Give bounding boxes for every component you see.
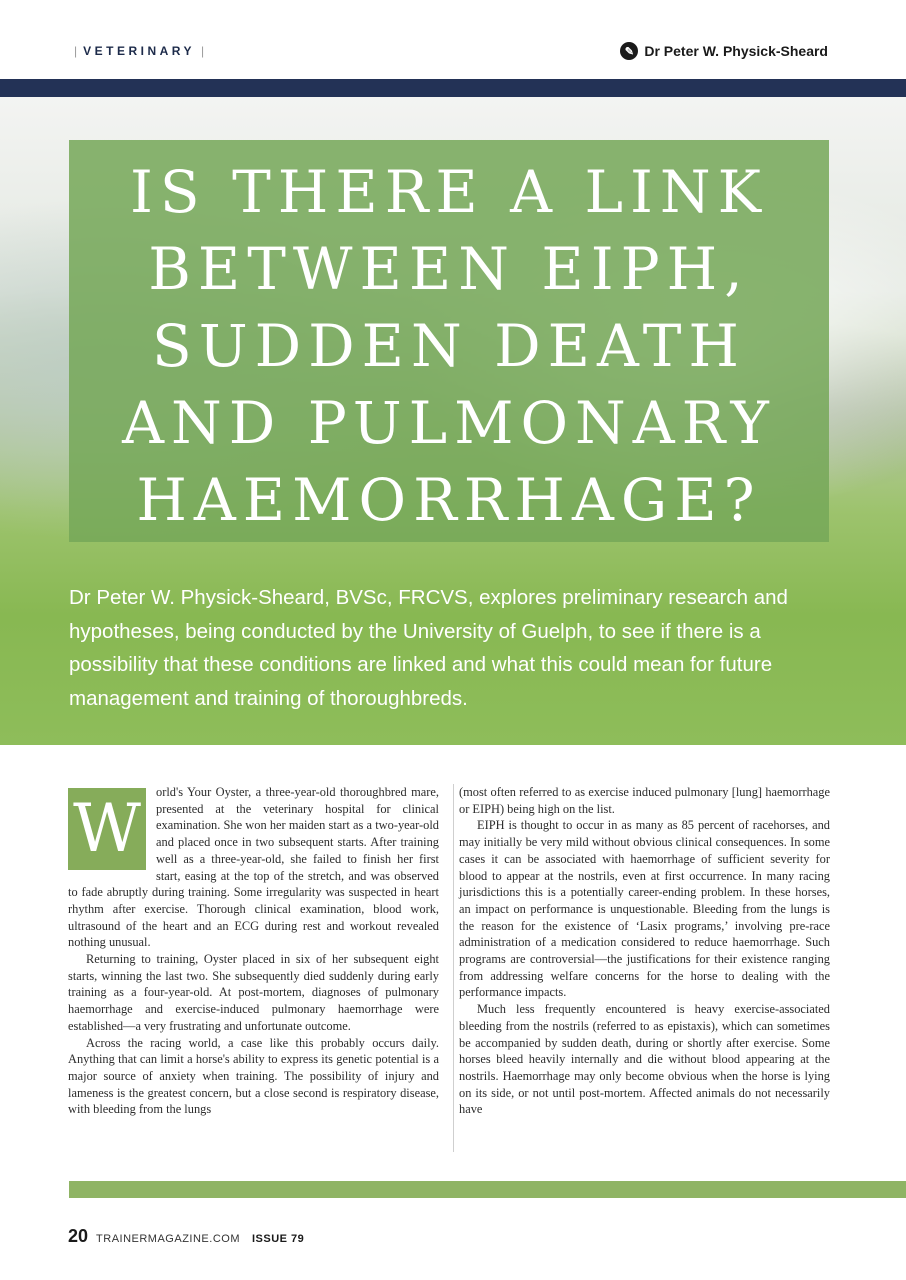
page-number: 20: [68, 1226, 89, 1246]
footer-issue: ISSUE 79: [251, 1233, 305, 1245]
article-standfirst: Dr Peter W. Physick-Sheard, BVSc, FRCVS, explores preliminary research and hypotheses, being conducted by the University of Guelph, to see if there is a possibility that these conditions are linked and what this could mean for future management and training of thoroughbreds.: [69, 586, 788, 710]
column-divider: [453, 784, 454, 1152]
paragraph: [68, 784, 439, 951]
title-box: [69, 140, 829, 542]
paragraph: Returning to training, Oyster placed in six of her subsequent eight starts, winning the last two. She subsequently died suddenly during early training as a four-year-old. At post-mortem, diagnoses of pulmonary haemorrhage and exercise-induced pulmonary haemorrhage were established—a very frustrating and unfortunate outcome.: [68, 952, 439, 1033]
section-name: VETERINARY: [83, 44, 196, 58]
divider-bar: |: [74, 44, 78, 58]
paragraph: Much less frequently encountered is heavy exercise-associated bleeding from the nostrils (referred to as epistaxis), which can sometimes be accompanied by sudden death, during or shortly after exercise. Some horses bleed heavily internally and die without blood appearing at the nostrils. Haemorrhage may only become obvious when the horse is lying on its side, or not until post-mortem. Affected animals do not necessarily have: [459, 1002, 830, 1117]
paragraph: EIPH is thought to occur in as many as 85 percent of racehorses, and may initially be very mild without obvious clinical consequences. In some cases it can be associated with haemorrhage of sufficient severity for blood to appear at the nostrils, even at first occurrence. In many racing jurisdictions this is a potentially career-ending problem. In these horses, an impact on performance is unquestionable. Bleeding from the lungs is the reason for the existence of ‘Lasix programs,’ involving pre-race administration of a medication considered to reduce haemorrhage. Such programs are controversial—the justifications for their existence ranging from addressing welfare concerns for the horse to dealing with the performance impacts.: [459, 818, 830, 1000]
header-author-name: Dr Peter W. Physick-Sheard: [644, 43, 828, 59]
paragraph: Across the racing world, a case like this probably occurs daily. Anything that can limit a horse's ability to express its genetic potential is a major source of anxiety when training. The possibility of injury and lameness is the greatest concern, but a close second is respiratory disease, with bleeding from the lungs: [68, 1035, 439, 1117]
page-header: [0, 0, 906, 78]
paragraph-text: orld's Your Oyster, a three-year-old thoroughbred mare, presented at the veterinary hospital for clinical examination. She won her maiden start as a two-year-old and placed once in two subsequent starts. After training well as a three-year-old, she failed to finish her first start, easing at the top of the stretch, and was observed to fade abruptly during training. Some irregularity was suspected in heart rhythm after exercise. Thorough clinical examination, blood work, ultrasound of the heart and an ECG during rest and workout revealed nothing unusual.: [68, 785, 439, 950]
paragraph: (most often referred to as exercise induced pulmonary [lung] haemorrhage or EIPH) being high on the list.: [459, 785, 830, 816]
footer-band: [69, 1181, 906, 1198]
article-body: [68, 784, 830, 1152]
navy-band: [0, 79, 906, 97]
title-line: AND PULMONARY: [122, 389, 776, 457]
section-label: [68, 44, 210, 58]
right-column: [459, 784, 830, 1152]
footer-site: TRAINERMAGAZINE.COM: [96, 1233, 240, 1245]
title-line: HAEMORRHAGE?: [136, 466, 762, 534]
pen-icon: ✎: [620, 42, 638, 60]
divider-bar: |: [201, 44, 205, 58]
drop-cap: W: [68, 788, 146, 870]
page-footer: [68, 1226, 304, 1247]
title-line: SUDDEN DEATH: [152, 312, 746, 380]
header-author: [620, 42, 828, 60]
title-line: BETWEEN EIPH,: [148, 235, 750, 303]
article-title: [69, 140, 829, 539]
title-line: IS THERE A LINK: [130, 158, 768, 226]
hero-image: [0, 97, 906, 745]
left-column: [68, 784, 439, 1152]
